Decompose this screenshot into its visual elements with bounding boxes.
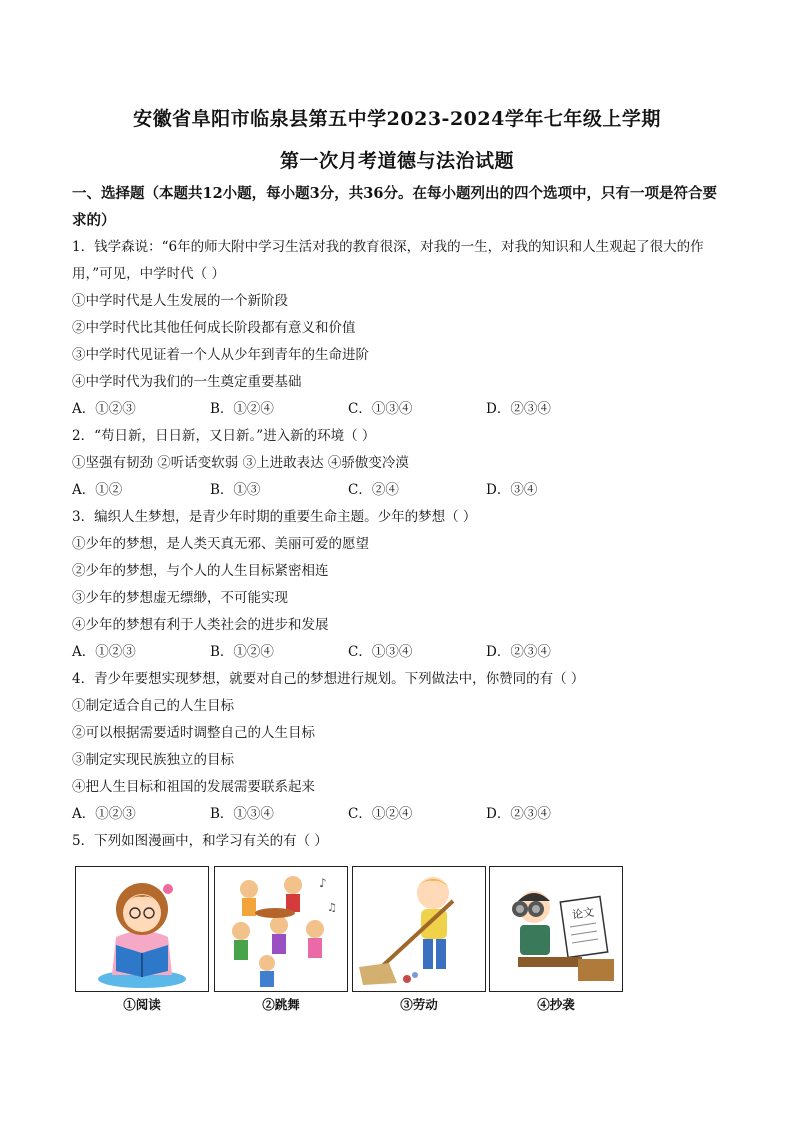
q1-item-3: ③中学时代见证着一个人从少年到青年的生命进阶 xyxy=(72,347,369,363)
cartoon-plagiarism xyxy=(489,866,623,992)
q1-option-d: D．②③④ xyxy=(486,401,551,417)
q3-item-3: ③少年的梦想虚无缥缈，不可能实现 xyxy=(72,590,288,606)
q2-option-c: C．②④ xyxy=(348,482,399,498)
caption-dancing: ②跳舞 xyxy=(262,997,300,1012)
q3-option-b: B．①②④ xyxy=(210,644,274,660)
paper-label: 论文 xyxy=(571,905,595,922)
q4-option-d: D．②③④ xyxy=(486,806,551,822)
q1-item-1: ①中学时代是人生发展的一个新阶段 xyxy=(72,293,288,309)
q2-option-d: D．③④ xyxy=(486,482,538,498)
caption-plagiarism: ④抄袭 xyxy=(537,997,575,1012)
q2-option-b: B．①③ xyxy=(210,482,261,498)
svg-text:♫: ♫ xyxy=(327,901,337,914)
q3-option-c: C．①③④ xyxy=(348,644,413,660)
q1-item-4: ④中学时代为我们的一生奠定重要基础 xyxy=(72,374,302,390)
caption-reading: ①阅读 xyxy=(123,997,161,1012)
cartoon-reading xyxy=(75,866,209,992)
q4-item-3: ③制定实现民族独立的目标 xyxy=(72,752,234,768)
cartoon-labor xyxy=(352,866,486,992)
q3-stem: 3．编织人生梦想，是青少年时期的重要生命主题。少年的梦想（ ） xyxy=(72,509,477,525)
q2-stem: 2．“苟日新，日日新，又日新。”进入新的环境（ ） xyxy=(72,428,376,444)
q3-item-4: ④少年的梦想有利于人类社会的进步和发展 xyxy=(72,617,329,633)
q4-option-b: B．①③④ xyxy=(210,806,274,822)
q4-option-a: A．①②③ xyxy=(72,806,136,822)
exam-title-line2: 第一次月考道德与法治试题 xyxy=(279,150,514,172)
caption-labor: ③劳动 xyxy=(400,997,438,1012)
q4-item-4: ④把人生目标和祖国的发展需要联系起来 xyxy=(72,779,315,795)
q1-option-a: A．①②③ xyxy=(72,401,136,417)
q5-stem: 5．下列如图漫画中，和学习有关的有（ ） xyxy=(72,833,328,849)
q1-item-2: ②中学时代比其他任何成长阶段都有意义和价值 xyxy=(72,320,356,336)
q4-item-1: ①制定适合自己的人生目标 xyxy=(72,698,234,714)
q1-option-b: B．①②④ xyxy=(210,401,274,417)
q2-items: ①坚强有韧劲 ②听话变软弱 ③上进敢表达 ④骄傲变冷漠 xyxy=(72,455,409,471)
q4-stem: 4．青少年要想实现梦想，就要对自己的梦想进行规划。下列做法中，你赞同的有（ ） xyxy=(72,671,585,687)
q4-option-c: C．①②④ xyxy=(348,806,413,822)
section-heading: 一、选择题（本题共12小题，每小题3分，共36分。在每小题列出的四个选项中，只有一项是符合要求的） xyxy=(72,185,717,229)
q1-option-c: C．①③④ xyxy=(348,401,413,417)
exam-title-line1: 安徽省阜阳市临泉县第五中学2023-2024学年七年级上学期 xyxy=(133,108,661,130)
cartoon-dancing xyxy=(214,866,348,992)
q3-option-d: D．②③④ xyxy=(486,644,551,660)
q3-item-2: ②少年的梦想，与个人的人生目标紧密相连 xyxy=(72,563,329,579)
q4-item-2: ②可以根据需要适时调整自己的人生目标 xyxy=(72,725,315,741)
svg-text:♪: ♪ xyxy=(319,876,327,890)
q1-stem: 1．钱学森说：“6年的师大附中学习生活对我的教育很深，对我的一生，对我的知识和人生观起了很大的作用，”可见，中学时代（ ） xyxy=(72,239,704,282)
q3-option-a: A．①②③ xyxy=(72,644,136,660)
q3-item-1: ①少年的梦想，是人类天真无邪、美丽可爱的愿望 xyxy=(72,536,369,552)
q2-option-a: A．①② xyxy=(72,482,123,498)
